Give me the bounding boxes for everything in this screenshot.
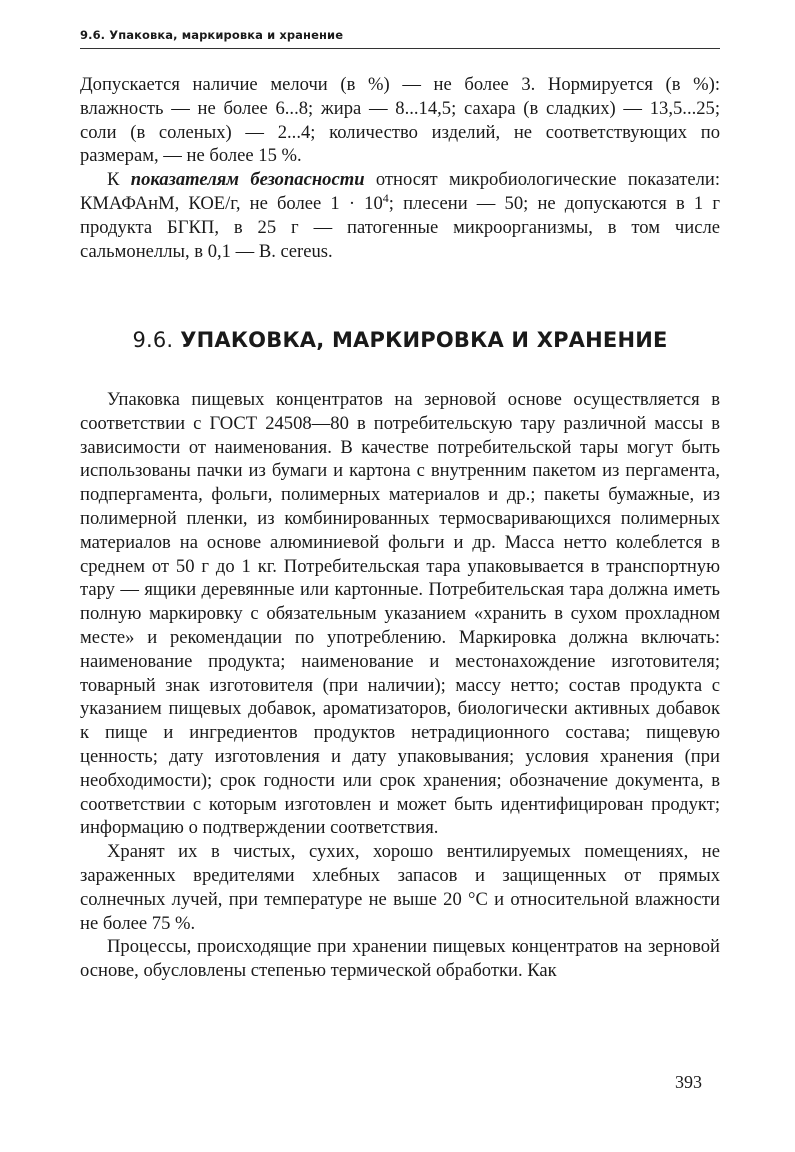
safety-text-b: ; плесени — 50; не допускаются в 1 г продукта БГКП, в 25 г — патогенные микроорганизмы, в том числе сальмонеллы, в 0,1 — B. cereus. bbox=[80, 192, 720, 262]
safety-term: показателям безопасности bbox=[130, 169, 365, 191]
paragraph-processes: Процессы, происходящие при хранении пищевых концентратов на зерновой основе, обусловлены степенью термической обработки. Как bbox=[80, 936, 720, 982]
header-rule bbox=[80, 48, 720, 49]
text-block-top bbox=[80, 73, 720, 263]
section-number: 9.6. bbox=[132, 328, 174, 352]
section-title: УПАКОВКА, МАРКИРОВКА И ХРАНЕНИЕ bbox=[180, 328, 668, 352]
safety-lead: К bbox=[107, 169, 131, 191]
safety-exponent: 4 bbox=[382, 190, 389, 205]
page-number: 393 bbox=[675, 1072, 702, 1092]
paragraph-packaging: Упаковка пищевых концентратов на зерновой основе осуществляется в соответствии с ГОСТ 24508—80 в потребительскую тару различной массы в зависимости от наименования. В качестве потребительской тары могут быть использованы пачки из бумаги и картона с внутренним пакетом из пергамента, подпергамента, фольги, полимерных материалов и др.; пакеты бумажные, из полимерной пленки, из комбинированных термосваривающихся полимерных материалов на основе алюминиевой фольги и др. Масса нетто колеблется в среднем от 50 г до 1 кг. Потребительская тара упаковывается в транспортную тару — ящики деревянные или картонные. Потребительская тара должна иметь полную маркировку с обязательным указанием «хранить в сухом прохладном месте» и рекомендации по употреблению. Маркировка должна включать: наименование продукта; наименование и местонахождение изготовителя; товарный знак изготовителя (при наличии); массу нетто; состав продукта с указанием пищевых добавок, ароматизаторов, биологически активных добавок к пище и ингредиентов продуктов нетрадиционного состава; пищевую ценность; дату изготовления и дату упаковывания; условия хранения (при необходимости); срок годности или срок хранения; обозначение документа, в соответствии с которым изготовлен и может быть идентифицирован продукт; информацию о подтверждении соответствия. bbox=[80, 389, 720, 839]
section-heading bbox=[80, 328, 720, 352]
paragraph-safety-indicators bbox=[80, 168, 720, 263]
running-head: 9.6. Упаковка, маркировка и хранение bbox=[80, 28, 344, 42]
safety-text-a: относят микробиологические показатели: КМАФАнМ, КОЕ/г, не более 1 · 10 bbox=[80, 169, 720, 214]
paragraph-storage: Хранят их в чистых, сухих, хорошо вентилируемых помещениях, не зараженных вредителями хлебных запасов и защищенных от прямых солнечных лучей, при температуре не выше 20 °С и относительной влажности не более 75 %. bbox=[80, 841, 720, 934]
paragraph-impurities: Допускается наличие мелочи (в %) — не более 3. Нормируется (в %): влажность — не более 6...8; жира — 8...14,5; сахара (в сладких) — 13,5...25; соли (в соленых) — 2...4; количество изделий, не соответствующих по размерам, — не более 15 %. bbox=[80, 74, 720, 167]
text-block-main bbox=[80, 388, 720, 983]
